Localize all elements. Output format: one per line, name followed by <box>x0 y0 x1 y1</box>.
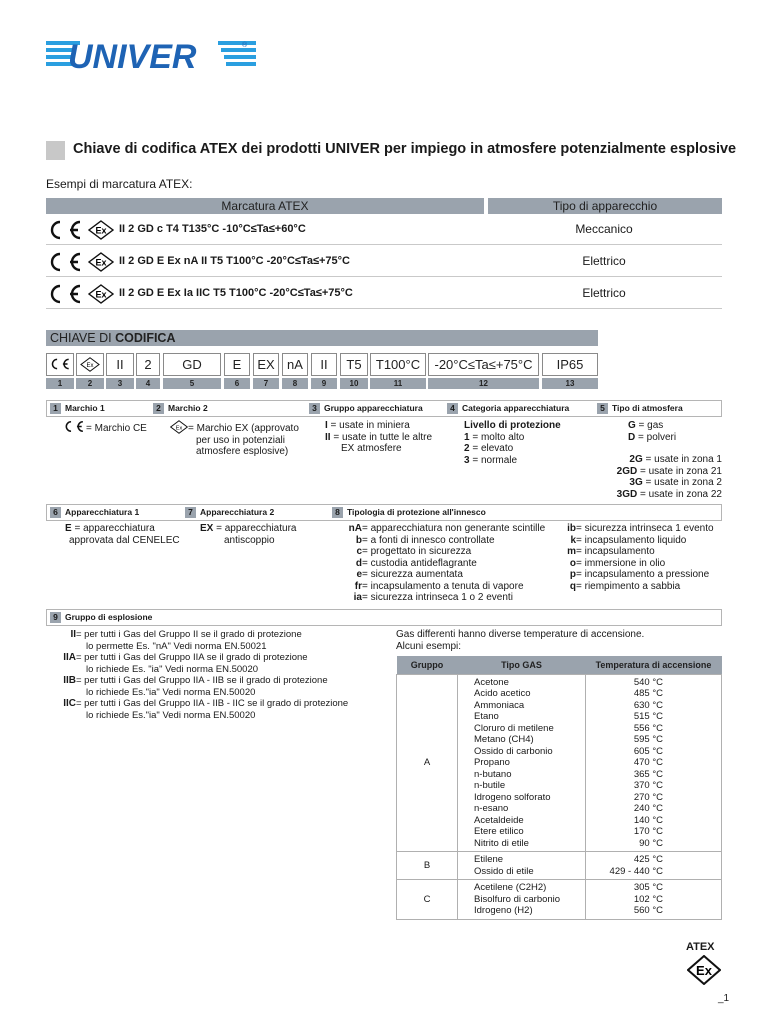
svg-text:Ex: Ex <box>95 225 107 236</box>
gas-group-row <box>397 852 722 880</box>
apparatus2-legend: EX = apparecchiatura antiscoppio <box>200 523 297 546</box>
gas-name: Acetilene (C2H2) <box>474 882 547 893</box>
explosion-group-codes: II IIA IIB IIC <box>63 629 76 709</box>
gas-name: Etano <box>474 711 499 722</box>
univer-logo <box>46 38 256 74</box>
gas-group-label: B <box>397 852 458 880</box>
gas-name: Ammoniaca <box>474 699 525 711</box>
col-gruppo: Gruppo <box>397 656 458 674</box>
band-label-app1: Apparecchiatura 1 <box>65 507 140 517</box>
type-header: Tipo di apparecchio <box>488 198 722 214</box>
footer-atex: ATEX <box>686 941 715 953</box>
gas-name: Acetaldeide <box>474 814 524 826</box>
gas-name: Ossido di etile <box>474 865 534 877</box>
band-label-esplosione: Gruppo di esplosione <box>65 612 153 622</box>
ce-mark-icon <box>46 283 84 308</box>
key-number: 2 <box>76 378 104 389</box>
section-band-1: 1 Marchio 1 2 Marchio 2 3 Gruppo apparecchiatura 4 Categoria apparecchiatura 5 Tipo di atmosfera <box>46 400 722 417</box>
gas-name: n-esano <box>474 803 509 814</box>
key-cell: IP65 <box>542 353 598 376</box>
gas-temperature: 425 °C <box>633 854 663 865</box>
gas-names <box>458 880 586 920</box>
col-tipo-gas: Tipo GAS <box>458 656 586 674</box>
gas-intro: Gas differenti hanno diverse temperature di accensione. Alcuni esempi: <box>396 629 645 652</box>
key-number: 10 <box>340 378 368 389</box>
examples-label: Esempi di marcatura ATEX: <box>46 177 193 191</box>
ex-mark-icon <box>88 252 114 275</box>
gas-name: Cloruro di metilene <box>474 722 554 734</box>
protection-desc-2: = sicurezza intrinseca 1 evento = incapsulamento liquido = incapsulamento = immersione in olio = incapsulamento a pressione = riempimento a sabbia <box>576 523 714 592</box>
gas-temperature: 630 °C <box>633 699 663 711</box>
brand-name: UNIVER <box>68 38 197 74</box>
gas-temps <box>586 852 722 880</box>
svg-text:Ex: Ex <box>95 257 107 268</box>
title-marker <box>46 141 65 160</box>
key-title-b: CODIFICA <box>115 331 176 345</box>
ce-legend: = Marchio CE <box>62 420 147 435</box>
gas-temperature: 560 °C <box>633 905 663 916</box>
category-legend: Livello di protezione 1 = molto alto 2 = elevato 3 = normale <box>464 420 561 466</box>
gas-temperature: 170 °C <box>633 826 663 837</box>
gas-name: Etere etilico <box>474 826 524 837</box>
gas-group-label: A <box>397 674 458 852</box>
apparatus1-legend: E = apparecchiatura approvata dal CENELEC <box>65 523 180 546</box>
band-label-categoria: Categoria apparecchiatura <box>462 403 570 413</box>
gas-name: Idrogeno (H2) <box>474 905 533 916</box>
ex-mark-icon <box>88 220 114 243</box>
gas-name: Bisolfuro di carbonio <box>474 893 561 905</box>
gas-names <box>458 852 586 880</box>
gas-name: Acetone <box>474 676 509 688</box>
section-band-3: 9 Gruppo di esplosione <box>46 609 722 626</box>
gas-name: n-butano <box>474 768 512 780</box>
gas-temperature: 605 °C <box>633 745 663 757</box>
band-label-marchio1: Marchio 1 <box>65 403 105 413</box>
ce-mark-icon <box>46 219 84 244</box>
gas-name: n-butile <box>474 780 506 791</box>
key-header <box>46 330 598 346</box>
gas-temperature: 485 °C <box>633 688 663 699</box>
gas-temperature: 540 °C <box>633 676 663 688</box>
apparatus-type: Elettrico <box>582 286 626 300</box>
gas-temperature: 595 °C <box>633 734 663 745</box>
gas-temperature: 140 °C <box>633 814 663 826</box>
gas-group-label: C <box>397 880 458 920</box>
key-cell: GD <box>163 353 221 376</box>
key-number: 13 <box>542 378 598 389</box>
band-label-app2: Apparecchiatura 2 <box>200 507 275 517</box>
gas-temps <box>586 880 722 920</box>
key-cell: 2 <box>136 353 160 376</box>
key-number: 5 <box>163 378 221 389</box>
ex-legend: Ex = Marchio EX (approvato per uso in potenziali atmosfere esplosive) <box>170 420 299 458</box>
gas-temperature: 515 °C <box>633 711 663 722</box>
key-cell: nA <box>282 353 308 376</box>
key-number: 4 <box>136 378 160 389</box>
key-cell: E <box>224 353 250 376</box>
section-band-2: 6 Apparecchiatura 1 7 Apparecchiatura 2 8 Tipologia di protezione all'innesco <box>46 504 722 521</box>
gas-group-row <box>397 880 722 920</box>
atmosphere-legend: G = gas D = polveri <box>628 420 677 443</box>
gas-temperature: 470 °C <box>633 757 663 768</box>
gas-name: Acido acetico <box>474 688 531 699</box>
gas-temperature: 370 °C <box>633 780 663 791</box>
key-number: 12 <box>428 378 539 389</box>
protection-codes-2: ib k m o p q <box>567 523 576 592</box>
gas-table <box>396 656 722 920</box>
marking-code: II 2 GD c T4 T135°C -10°C≤Ta≤+60°C <box>119 223 306 235</box>
svg-text:Ex: Ex <box>86 363 94 370</box>
marking-code: II 2 GD E Ex nA II T5 T100°C -20°C≤Ta≤+75°C <box>119 255 350 267</box>
registered-mark: ® <box>242 42 248 49</box>
key-number: 9 <box>311 378 337 389</box>
svg-text:Ex: Ex <box>175 425 183 432</box>
svg-text:Ex: Ex <box>696 963 712 978</box>
key-number: 7 <box>253 378 279 389</box>
key-number: 6 <box>224 378 250 389</box>
protection-desc-1: = apparecchiatura non generante scintille = a fonti di innesco controllate = progettato in sicurezza = custodia antideflagrante = sicurezza aumentata = incapsulamento a tenuta di vapore = sicurezza intrinseca 1 o 2 eventi <box>362 523 546 603</box>
gas-temperature: 240 °C <box>633 803 663 814</box>
group-legend: I = usate in miniera II = usate in tutte le altre EX atmosfere <box>325 420 433 454</box>
key-cell: EX <box>253 353 279 376</box>
gas-name: Idrogeno solforato <box>474 791 551 803</box>
protection-codes-1: nA b c d e fr ia <box>348 523 362 603</box>
zone-legend: 2G = usate in zona 1 2GD = usate in zona 21 3G = usate in zona 2 3GD = usate in zona 22 <box>616 454 722 500</box>
gas-name: Propano <box>474 757 510 768</box>
key-cell: T5 <box>340 353 368 376</box>
key-number: 3 <box>106 378 134 389</box>
gas-temps <box>586 674 722 852</box>
apparatus-type: Elettrico <box>582 254 626 268</box>
key-cell: II <box>311 353 337 376</box>
gas-temperature: 429 - 440 °C <box>609 865 663 877</box>
gas-temperature: 365 °C <box>633 768 663 780</box>
ex-mark-icon <box>88 284 114 307</box>
band-label-protezione: Tipologia di protezione all'innesco <box>347 507 486 517</box>
gas-name: Metano (CH4) <box>474 734 534 745</box>
key-cell-ex <box>76 353 104 376</box>
explosion-group-desc: = per tutti i Gas del Gruppo II se il grado di protezione lo permette Es. "nA" Vedi norma EN.50021 = per tutti i Gas del Gruppo IIA se il grado di protezione lo richiede Es. "ia" Vedi norma EN.50020 = per tutti i Gas del Gruppo IIA - IIB se il grado di protezione lo richiede Es."ia" Vedi norma EN.50020 = per tutti i Gas del Gruppo IIA - IIB - IIC se il grado di protezione lo richiede Es."ia" Vedi norma EN.50020 <box>76 629 349 721</box>
gas-temperature: 305 °C <box>633 882 663 893</box>
apparatus-type: Meccanico <box>575 222 633 236</box>
gas-temperature: 270 °C <box>633 791 663 803</box>
key-cell: II <box>106 353 134 376</box>
col-temperatura: Temperatura di accensione <box>586 656 722 674</box>
page-title: Chiave di codifica ATEX dei prodotti UNIVER per impiego in atmosfere potenzialmente esplosive <box>73 141 737 157</box>
gas-name: Nitrito di etile <box>474 837 529 849</box>
gas-name: Ossido di carbonio <box>474 745 553 757</box>
key-number: 1 <box>46 378 74 389</box>
gas-temperature: 102 °C <box>633 893 663 905</box>
gas-temperature: 90 °C <box>639 837 663 849</box>
marking-row <box>46 215 722 245</box>
gas-group-row <box>397 674 722 852</box>
gas-names <box>458 674 586 852</box>
marking-row <box>46 247 722 277</box>
marking-header: Marcatura ATEX <box>46 198 484 214</box>
ce-mark-icon <box>46 251 84 276</box>
footer-ex-icon <box>687 955 721 985</box>
key-title-a: CHIAVE DI <box>50 331 116 345</box>
key-number: 11 <box>370 378 426 389</box>
marking-code: II 2 GD E Ex Ia IIC T5 T100°C -20°C≤Ta≤+75°C <box>119 287 353 299</box>
band-label-gruppo: Gruppo apparecchiatura <box>324 403 423 413</box>
key-number: 8 <box>282 378 308 389</box>
band-label-atmosfera: Tipo di atmosfera <box>612 403 683 413</box>
marking-row <box>46 279 722 309</box>
key-cell: -20°C≤Ta≤+75°C <box>428 353 539 376</box>
page-number: _1 <box>718 993 730 1004</box>
band-label-marchio2: Marchio 2 <box>168 403 208 413</box>
gas-temperature: 556 °C <box>633 722 663 734</box>
svg-text:Ex: Ex <box>95 289 107 300</box>
key-cell-ce <box>46 353 74 376</box>
key-cell: T100°C <box>370 353 426 376</box>
gas-name: Etilene <box>474 854 504 865</box>
